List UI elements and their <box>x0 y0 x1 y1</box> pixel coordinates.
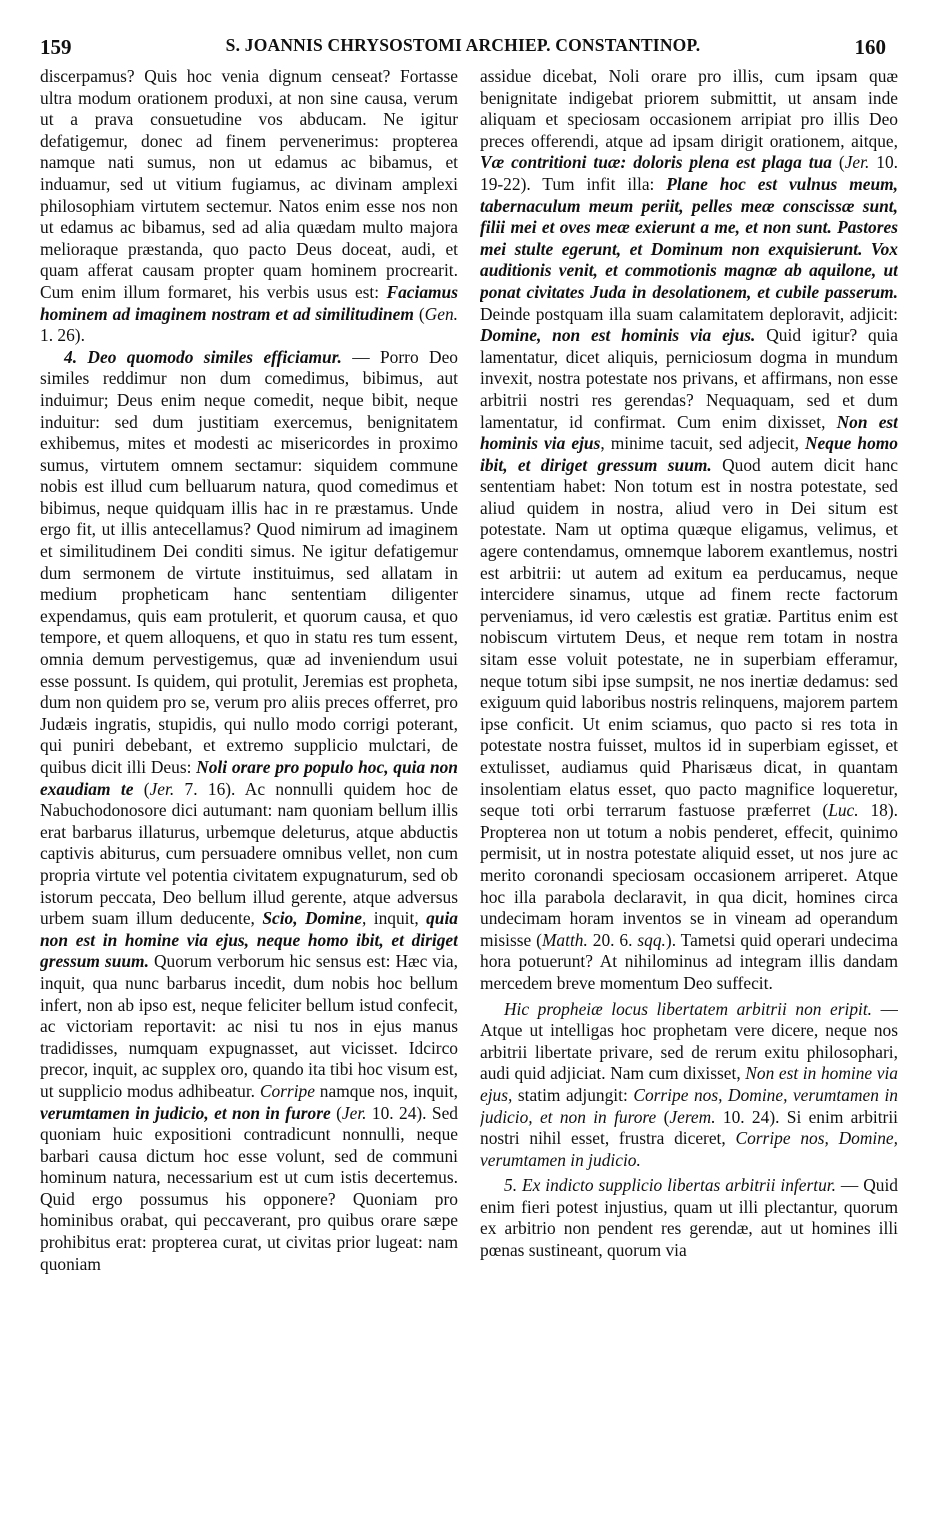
left-column <box>40 66 458 1536</box>
body-text: 1. 26). <box>40 325 85 346</box>
body-text: discerpamus? Quis hoc venia dignum censeat? Fortasse ultra modum orationem produxi, at non sine causa, verum ut a prava consuetudine vos abducam. Ne igitur defatigemur, donec ad finem pervenerimus: propterea namque nati sumus, non ut edamus ac bibamus, et induamur, sed ut vitium fugiamus, ac divinam amplexi philosophiam virtutem sectemur. Natos enim esse nos non ut edamus ac bibamus, sed ad alia quædam multo majora melioraque præstanda, quo pacto Deus doceat, audi, et quam afferat causam propter quam hominem procrearit. Cum enim illum formaret, his verbis usus est: <box>40 66 458 302</box>
body-text: Quorum verborum hic sensus est: Hæc via, inquit, qua nunc barbarus incedit, dum nobis hoc bellum infert, non ab ipso est, neque feliciter bellum istud confecit, ac victoriam reportavit: ac nisi tu nos in ejus manus tradidisses, numquam expugnasset, aut vicisset. Idcirco precor, inquit, ac supplex oro, quando ita tibi hoc visum est, ut supplicio modus adhibeatur. <box>40 951 458 1101</box>
emphasis-text: Luc. <box>828 800 859 821</box>
emphasis-text: Jer. <box>844 152 870 173</box>
body-text: ( <box>133 778 150 799</box>
emphasis-text: Noli orare pro populo hoc, quia non exaudiam te <box>40 757 458 799</box>
section-paragraph <box>40 347 458 1276</box>
body-text: statim adjungit: <box>512 1084 634 1105</box>
emphasis-text: quia non est in homine via ejus, neque homo ibit, et diriget gressum suum. <box>40 908 458 972</box>
body-text: , minime tacuit, sed adjecit, <box>600 433 805 454</box>
body-text: 10. 24). Si enim arbitrii nostri nihil esset, frustra diceret, <box>480 1106 898 1149</box>
body-text: namque nos, inquit, <box>314 1080 458 1101</box>
body-text: ). Tametsi quid operari undecima hora potuerunt? At nihilominus ad integram illis dandam mercedem breve momentum Deo suffecit. <box>480 929 898 993</box>
emphasis-text: Væ contritioni tuæ: doloris plena est plaga tua <box>480 152 832 173</box>
body-text: , inquit, <box>362 908 427 929</box>
emphasis-text: Jerem. <box>669 1106 716 1127</box>
emphasis-text: 5. Ex indicto supplicio libertas arbitrii infertur. <box>504 1175 836 1196</box>
body-text: 18). Propterea non ut totum a nobis penderet, effecit, quinimo permisit, ut in nostra potestate aliquid esset, ut nos jure ac merito coronandi speciosam occasionem arriperet. Atque hoc illa parabola declaravit, in qua dicit, homines circa undecimam horam inventos se in vineam ad operandum misisse ( <box>480 800 898 950</box>
body-text: 20. 6. <box>587 929 638 950</box>
body-text: Quod autem dicit hanc sententiam habet: Non totum est in nostra potestate, sed aliud quidem in nostra, aliud vero in Dei situm est potestate. Nam ut optima quæque eligamus, velimus, et agere contendamus, omnemque laborem exantlemus, nostri est arbitrii: ut autem ad exitum ea perducamus, neque intercidere sinamus, utque ad finem recte factorum perveniamus, id vero cælestis est gratiæ. Partitus enim est nobiscum virtutem Deus, et neque rem totam in nostra sitam esse voluit potestate, ne in superbiam efferamur, neque totum sibi ipse sumpsit, ne nos inertiæ dedamus: sed exiguum quid laboribus nostris relinquens, majorem partem ipse conficit. Ut enim sciamus, quo pacto si res tota in potestate nostra fuisset, multos id in superbiam egisset, et extulisset, audiamus quid Pharisæus dicat, in quantam insolentiam elatus esset, quo pacto magnifice loqueretur, seque toti orbi terrarum fastuose præferret ( <box>480 454 898 821</box>
body-text: 10. 24). Sed quoniam huic expositioni contradicunt nonnulli, neque barbari causa dictum hoc esse volunt, sed de communi hominum natura, necessarium est ut cum istis decertemus. Quid ergo possumus his opponere? Quoniam pro hominibus orabat, qui peccaverant, pro quibus orare sæpe prohibitus erat: propterea curat, ut civitas prior lugeat: nam quoniam <box>40 1102 458 1274</box>
emphasis-text: Corripe <box>259 1080 315 1101</box>
body-text: ( <box>330 1102 342 1123</box>
body-text: 10. 19-22). Tum infit illa: <box>480 152 898 194</box>
emphasis-text: Corripe nos, Domine, verumtamen in judicio, et non in furore <box>480 1084 898 1127</box>
emphasis-text: Corripe nos, Domine, verumtamen in judicio. <box>480 1128 898 1170</box>
emphasis-text: Neque homo ibit, et diriget gressum suum. <box>480 433 898 475</box>
emphasis-text: Gen. <box>424 303 458 324</box>
body-text: — Atque ut intelligas hoc prophetam vere dicere, neque nos arbitrii libertate privare, sed de rerum exitu philosophari, audi quid adjiciat. Nam cum dixisset, <box>480 998 898 1084</box>
emphasis-text: Plane hoc est vulnus meum, tabernaculum meum periit, pelles meæ conscissæ sunt, filii mei et oves meæ exierunt a me, et non sunt. Pastores mei stulte egerunt, et Dominum non exquisierunt. Vox auditionis venit, et commotionis magnæ ab aquilone, ut ponat civitates Juda in desolationem, et cubile passerum. <box>480 173 898 302</box>
right-column <box>480 66 898 1536</box>
section-paragraph <box>480 1175 898 1261</box>
body-text: ( <box>413 303 425 324</box>
body-text: ( <box>656 1106 670 1127</box>
body-text: — Porro Deo similes reddimur non dum comedimus, bibimus, aut induimur; Deus enim neque comedit, neque bibit, neque induitur: sed dum justitiam exercemus, benignitatem exhibemus, mites et modesti ac misericordes in proximo sumus, virtutem omnem sectamur: siquidem commune nobis est illud cum belluarum natura, quod comedimus et bibimus, neque quidquam illis hac in re præstamus. Unde ergo fit, ut illis antecellamus? Quod nimirum ad imaginem et similitudinem Dei conditi simus. Ne igitur defatigemur dum sermonem de virtute instituimus, sed allatam in medium propheticam hanc sententiam diligenter expendamus, quis eam protulerit, et quorum causa, et quo tempore, et quem alloquens, et quo in statu res tum essent, omnia demum pervestigemus, quæ ad inveniendum usui esse possunt. Is quidem, qui protulit, Jeremias est propheta, dum non quidem pro se, verum pro aliis preces offerret, pro Judæis ingratis, stupidis, qui nullo modo corrigi poterant, qui puniri debebant, et extremo supplicio mulctari, de quibus dicit illi Deus: <box>40 346 458 777</box>
emphasis-text: Jer. <box>149 778 175 799</box>
emphasis-text: Matth. <box>541 929 588 950</box>
emphasis-text: Domine, non est hominis via ejus. <box>480 325 756 346</box>
emphasis-text: Non est hominis via ejus <box>480 411 898 454</box>
running-title: S. JOANNIS CHRYSOSTOMI ARCHIEP. CONSTANTINOP. <box>225 35 701 55</box>
section-paragraph <box>480 999 898 1172</box>
page-header <box>40 35 886 65</box>
page-number-right: 160 <box>854 35 886 59</box>
body-text: ( <box>831 152 845 173</box>
emphasis-text: 4. Deo quomodo similes efficiamur. <box>64 346 342 367</box>
emphasis-text: Scio, Domine <box>262 908 362 929</box>
emphasis-text: Non est in homine via ejus, <box>480 1063 898 1105</box>
body-text: — Quid enim fieri potest injustius, quam ut illi plectantur, quorum ex arbitrio non pendent res gerendæ, aut ut homines illi pœnas sustineant, quorum via <box>480 1175 898 1261</box>
emphasis-text: sqq. <box>637 929 666 950</box>
body-text: Quid igitur? quia lamentatur, dicet aliquis, perniciosum dogma in mundum invexit, nostra potestate nos privans, et affirmans, non esse arbitrii nostri res gerendas? Nequaquam, sed et dum lamentatur, id confirmat. Cum enim dixisset, <box>480 325 898 432</box>
body-text: Deinde postquam illa suam calamitatem deploravit, adjicit: <box>480 303 898 324</box>
emphasis-text: Hic propheiæ locus libertatem arbitrii non eripit. <box>504 998 873 1019</box>
body-text: assidue dicebat, Noli orare pro illis, cum ipsam quæ benignitate indigebat priorem submittit, ut ansam inde aliquam et speciosam occasionem arripiat pro illis Deo preces offerendi, atque ad ipsam dirigit orationem, aitque, <box>480 66 898 151</box>
body-text: 7. 16). Ac nonnulli quidem hoc de Nabuchodonosore dici autumant: nam quoniam bellum illis erat barbarus illaturus, urbemque deleturus, atque abductis captivis abiturus, cum persuadere omnibus vellet, non cum propria virtute vel potentia civitatem expugnaturum, sed ob istorum peccata, Deo bellum illud gerente, atque adversus urbem suam illum deducente, <box>40 778 458 929</box>
paragraph <box>40 66 458 347</box>
emphasis-text: Jer. <box>341 1102 367 1123</box>
emphasis-text: verumtamen in judicio, et non in furore <box>40 1102 331 1123</box>
page-number-left: 159 <box>40 35 72 59</box>
paragraph <box>480 66 898 995</box>
emphasis-text: Faciamus hominem ad imaginem nostram et ad similitudinem <box>40 281 458 324</box>
